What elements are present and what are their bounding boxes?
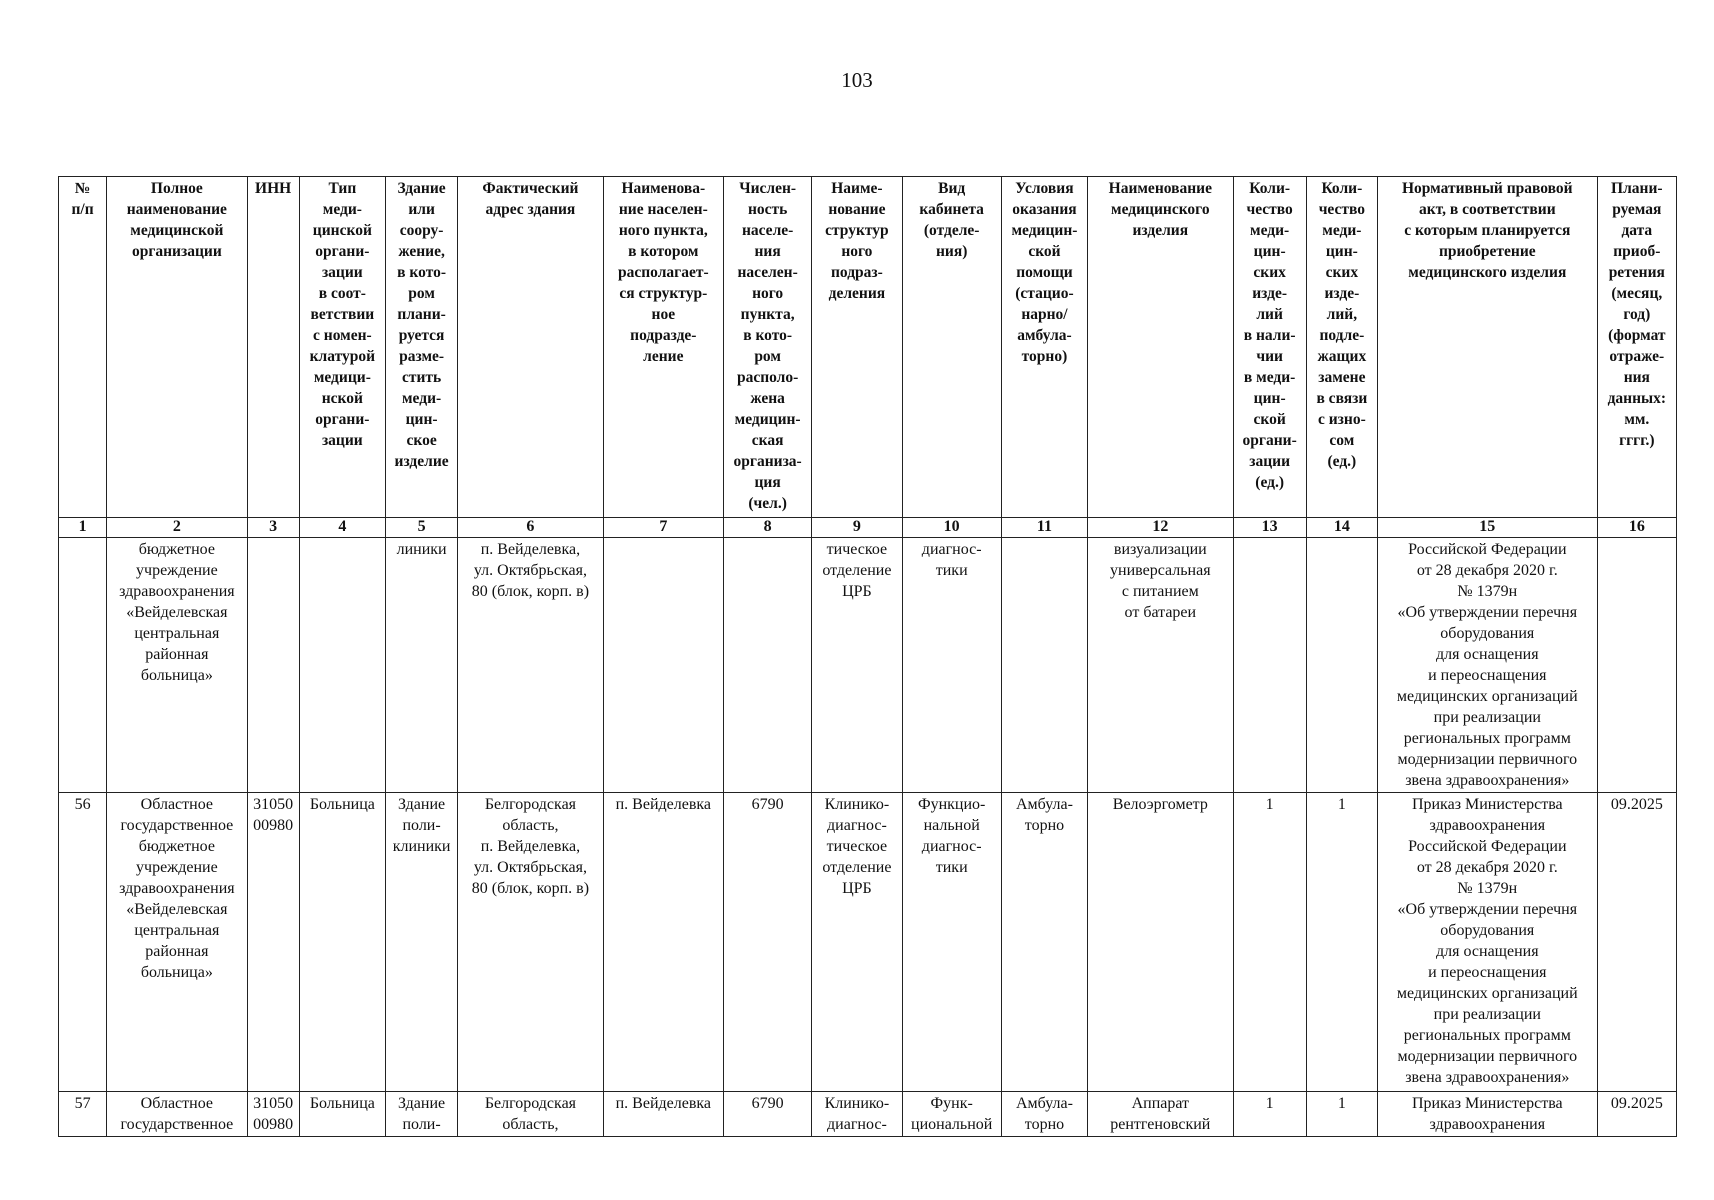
column-number: 10 <box>902 518 1001 538</box>
column-number: 8 <box>724 518 812 538</box>
column-number: 2 <box>107 518 247 538</box>
table-cell: 1 <box>1233 1092 1306 1137</box>
page-number: 103 <box>841 68 873 92</box>
column-number: 6 <box>458 518 603 538</box>
table-cell: 09.2025 <box>1597 1092 1676 1137</box>
column-number: 5 <box>385 518 457 538</box>
column-number: 9 <box>812 518 902 538</box>
table-cell: Больница <box>299 793 385 1092</box>
column-header: Наименова- ние населен- ного пункта, в котором располагает- ся структур- ное подразде- ление <box>603 177 723 518</box>
column-header: Наименование медицинского изделия <box>1088 177 1233 518</box>
table-cell: 1 <box>1306 793 1377 1092</box>
column-number: 11 <box>1001 518 1087 538</box>
column-header: Условия оказания медицин- ской помощи (стацио- нарно/ амбула- торно) <box>1001 177 1087 518</box>
table-cell: 31050 00980 <box>247 793 299 1092</box>
table-cell: Амбула- торно <box>1001 793 1087 1092</box>
column-header: № п/п <box>59 177 107 518</box>
table-cell: Белгородская область, п. Вейделевка, ул. Октябрьская, 80 (блок, корп. в) <box>458 793 603 1092</box>
table-cell <box>1306 538 1377 793</box>
table-cell: Российской Федерации от 28 декабря 2020 г. № 1379н «Об утверждении перечня оборудования для оснащения и переоснащения медицинских организаций при реализации региональных программ модернизации первичного звена здравоохранения» <box>1377 538 1597 793</box>
column-header: Нормативный правовой акт, в соответствии с которым планируется приобретение медицинского изделия <box>1377 177 1597 518</box>
table-row <box>59 1092 1677 1137</box>
table-cell <box>59 538 107 793</box>
table-cell: бюджетное учреждение здравоохранения «Вейделевская центральная районная больница» <box>107 538 247 793</box>
table-cell <box>724 538 812 793</box>
header-row <box>59 177 1677 518</box>
table-cell: визуализации универсальная с питанием от батареи <box>1088 538 1233 793</box>
table-cell: диагнос- тики <box>902 538 1001 793</box>
table-cell: Приказ Министерства здравоохранения Российской Федерации от 28 декабря 2020 г. № 1379н «Об утверждении перечня оборудования для оснащения и переоснащения медицинских организаций при реализации региональных программ модернизации первичного звена здравоохранения» <box>1377 793 1597 1092</box>
table-cell: Больница <box>299 1092 385 1137</box>
column-header: Наиме- нование структур ного подраз- деления <box>812 177 902 518</box>
table-cell <box>603 538 723 793</box>
column-number: 4 <box>299 518 385 538</box>
column-number-row <box>59 518 1677 538</box>
column-number: 13 <box>1233 518 1306 538</box>
column-header: Тип меди- цинской органи- зации в соот- ветствии с номен- клатурой медици- нской органи- зации <box>299 177 385 518</box>
table-cell: Амбула- торно <box>1001 1092 1087 1137</box>
column-number: 15 <box>1377 518 1597 538</box>
column-header: Коли- чество меди- цин- ских изде- лий, подле- жащих замене в связи с изно- сом (ед.) <box>1306 177 1377 518</box>
table-cell <box>1233 538 1306 793</box>
table-cell: 31050 00980 <box>247 1092 299 1137</box>
table-cell <box>1597 538 1676 793</box>
column-number: 16 <box>1597 518 1676 538</box>
table-cell <box>299 538 385 793</box>
table-cell: п. Вейделевка <box>603 1092 723 1137</box>
column-number: 12 <box>1088 518 1233 538</box>
table-cell: 09.2025 <box>1597 793 1676 1092</box>
table-cell: 56 <box>59 793 107 1092</box>
column-number: 3 <box>247 518 299 538</box>
medical-equipment-table <box>58 176 1677 1137</box>
column-number: 14 <box>1306 518 1377 538</box>
column-header: Вид кабинета (отделе- ния) <box>902 177 1001 518</box>
table-cell: п. Вейделевка <box>603 793 723 1092</box>
column-header: Полное наименование медицинской организации <box>107 177 247 518</box>
table-cell: линики <box>385 538 457 793</box>
table-cell: Белгородская область, <box>458 1092 603 1137</box>
table-body <box>59 538 1677 1137</box>
table-cell: Клинико- диагнос- тическое отделение ЦРБ <box>812 793 902 1092</box>
column-header: Плани- руемая дата приоб- ретения (месяц, год) (формат отраже- ния данных: мм. гггг.) <box>1597 177 1676 518</box>
table-cell: Функцио- нальной диагнос- тики <box>902 793 1001 1092</box>
table-cell <box>1001 538 1087 793</box>
table-cell: 6790 <box>724 793 812 1092</box>
table-cell: 1 <box>1233 793 1306 1092</box>
table-cell <box>247 538 299 793</box>
table-cell: 1 <box>1306 1092 1377 1137</box>
table-cell: Функ- циональной <box>902 1092 1001 1137</box>
column-header: Числен- ность населе- ния населен- ного пункта, в кото- ром располо- жена медицин- ская организа- ция (чел.) <box>724 177 812 518</box>
table-cell: Здание поли- <box>385 1092 457 1137</box>
table-row <box>59 793 1677 1092</box>
table-cell: тическое отделение ЦРБ <box>812 538 902 793</box>
column-header: Фактический адрес здания <box>458 177 603 518</box>
table-cell: Аппарат рентгеновский <box>1088 1092 1233 1137</box>
column-header: Коли- чество меди- цин- ских изде- лий в нали- чии в меди- цин- ской органи- зации (ед.) <box>1233 177 1306 518</box>
table-cell: 6790 <box>724 1092 812 1137</box>
table-cell: Клинико- диагнос- <box>812 1092 902 1137</box>
column-number: 7 <box>603 518 723 538</box>
table-cell: Областное государственное бюджетное учреждение здравоохранения «Вейделевская центральная районная больница» <box>107 793 247 1092</box>
table-cell: Приказ Министерства здравоохранения <box>1377 1092 1597 1137</box>
column-number: 1 <box>59 518 107 538</box>
column-header: Здание или соору- жение, в кото- ром плани- руется разме- стить меди- цин- ское изделие <box>385 177 457 518</box>
table-cell: Здание поли- клиники <box>385 793 457 1092</box>
column-header: ИНН <box>247 177 299 518</box>
table-cell: Областное государственное <box>107 1092 247 1137</box>
table-cell: Велоэргометр <box>1088 793 1233 1092</box>
table-row <box>59 538 1677 793</box>
table-cell: 57 <box>59 1092 107 1137</box>
table-cell: п. Вейделевка, ул. Октябрьская, 80 (блок, корп. в) <box>458 538 603 793</box>
